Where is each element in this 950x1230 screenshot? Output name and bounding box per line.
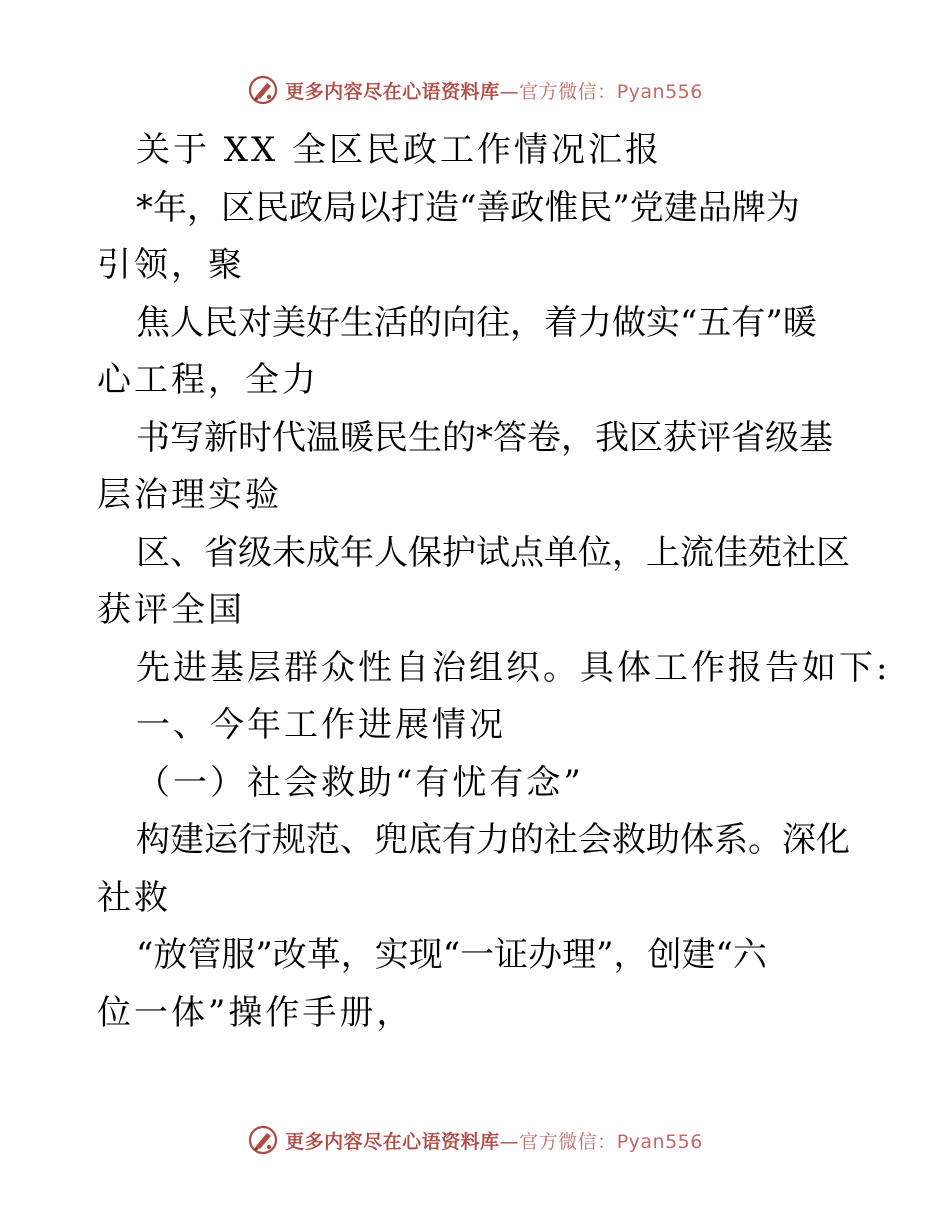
header-contact-label: 官方微信：: [519, 80, 617, 103]
section-heading: 一、今年工作进展情况: [136, 705, 506, 745]
footer-contact-id: Pyan556: [616, 1130, 703, 1153]
pen-seal-icon: [247, 74, 279, 106]
paragraph-line: 区、省级未成年人保护试点单位，上流佳苑社区: [136, 533, 850, 573]
subsection-heading: （一）社会救助“有忧有念”: [136, 763, 584, 803]
header-banner: [0, 70, 950, 110]
paragraph-line: 书写新时代温暖民生的*答卷，我区获评省级基: [136, 418, 833, 458]
paragraph-line: 焦人民对美好生活的向往，着力做实“五有”暖: [136, 303, 817, 343]
footer-banner: [0, 1120, 950, 1160]
paragraph-line: *年，区民政局以打造“善政惟民”党建品牌为: [136, 188, 800, 228]
footer-separator: —: [499, 1130, 520, 1153]
paragraph-line: 层治理实验: [97, 475, 282, 515]
footer-contact-label: 官方微信：: [519, 1130, 617, 1153]
paragraph-line: 获评全国: [97, 590, 245, 630]
paragraph-line: 社救: [97, 878, 171, 918]
header-contact-id: Pyan556: [616, 80, 703, 103]
paragraph-line: 构建运行规范、兜底有力的社会救助体系。深化: [136, 820, 850, 860]
header-text: [285, 77, 703, 104]
paragraph-line: 先进基层群众性自治组织。具体工作报告如下:: [136, 648, 891, 688]
paragraph-line: 心工程，全力: [97, 360, 319, 400]
header-separator: —: [499, 80, 520, 103]
paragraph-line: 位一体”操作手册，: [97, 993, 414, 1033]
footer-text: [285, 1127, 703, 1154]
footer-site-text: 更多内容尽在心语资料库: [285, 1130, 500, 1153]
pen-seal-icon: [247, 1124, 279, 1156]
paragraph-line: 引领，聚: [97, 245, 245, 285]
header-site-text: 更多内容尽在心语资料库: [285, 80, 500, 103]
document-title: 关于 XX 全区民政工作情况汇报: [136, 130, 663, 170]
paragraph-line: “放管服”改革，实现“一证办理”，创建“六: [136, 935, 767, 975]
